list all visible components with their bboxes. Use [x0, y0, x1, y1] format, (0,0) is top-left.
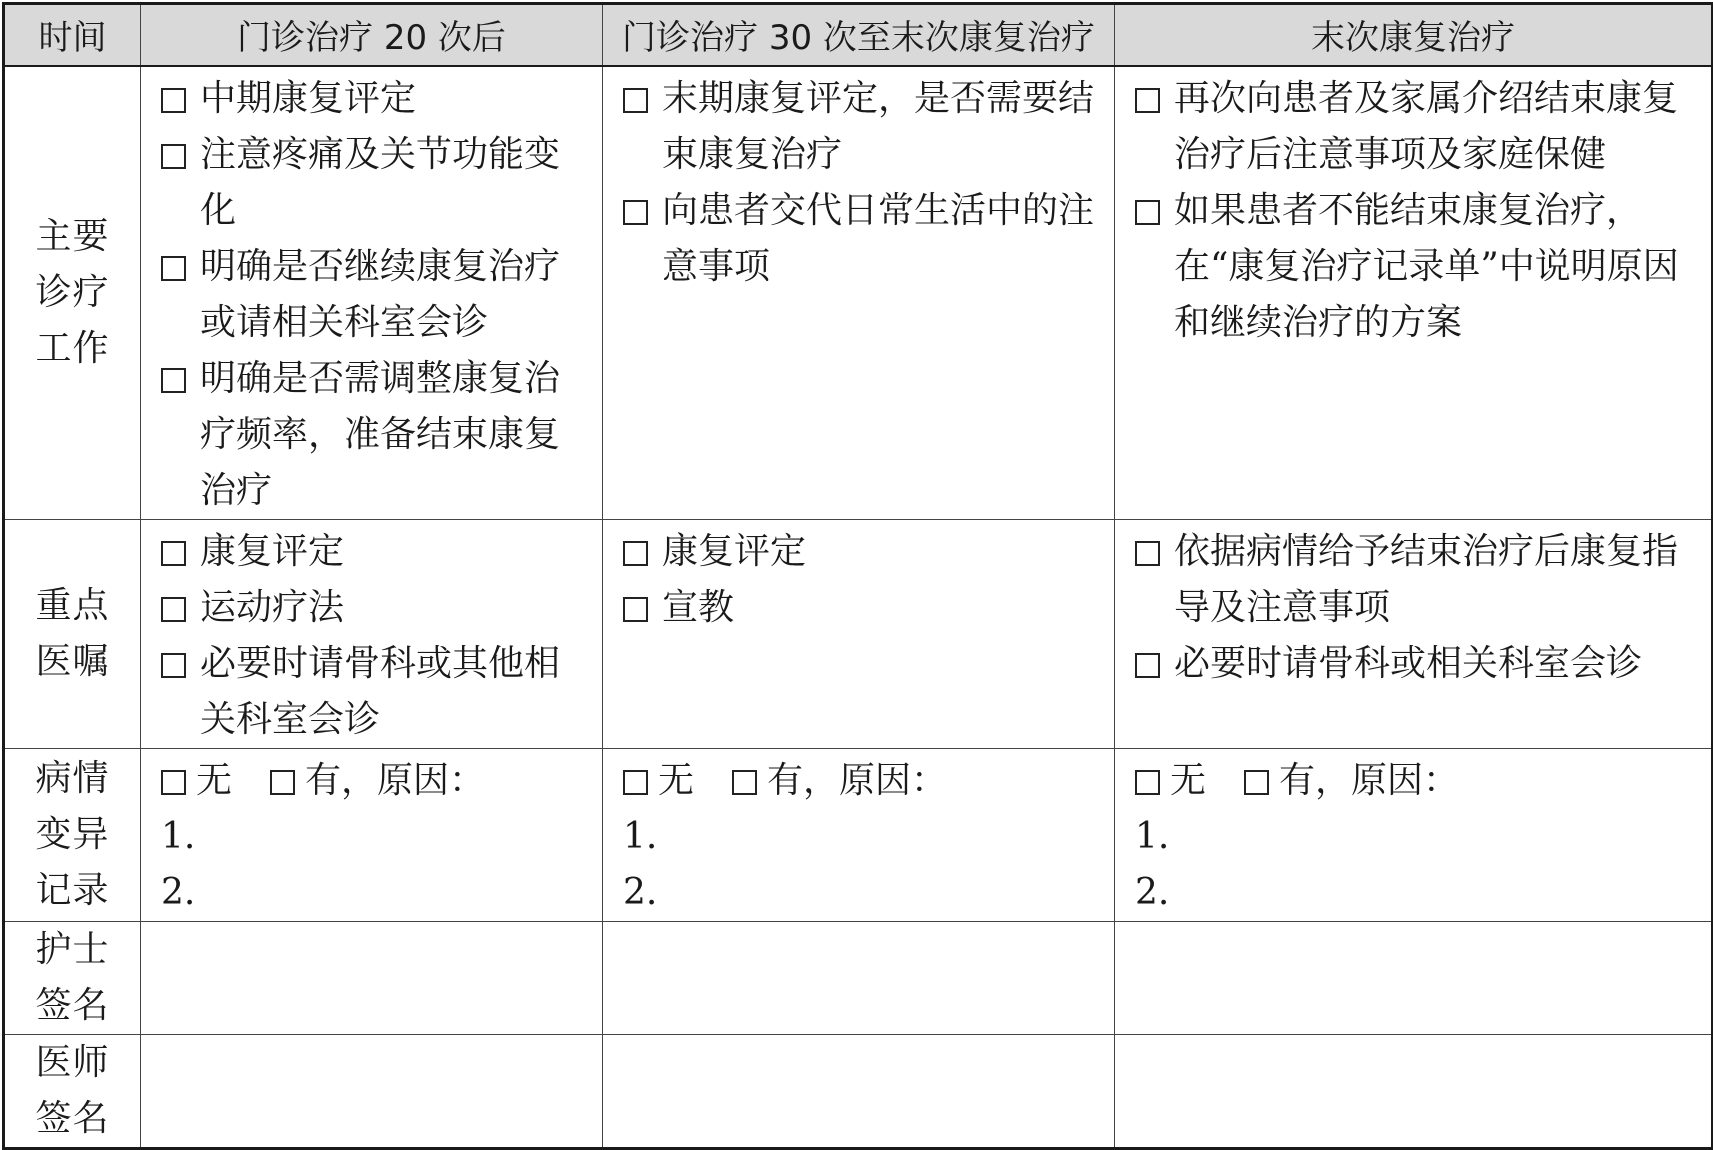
row-main-work	[4, 66, 1713, 520]
checkbox[interactable]	[161, 144, 186, 169]
checklist-item-text: 康复评定	[200, 530, 345, 572]
checklist-item-text: 宣教	[662, 586, 735, 628]
row-label-key-orders	[4, 519, 141, 748]
variance-has-option[interactable]	[732, 760, 947, 801]
row-key-orders	[4, 519, 1713, 748]
variance-none-label: 无	[658, 759, 695, 801]
checklist	[623, 524, 1102, 636]
checkbox[interactable]	[623, 88, 648, 113]
variance-has-option[interactable]	[1244, 760, 1459, 801]
cell-variance-col1	[141, 748, 603, 921]
variance-none-option[interactable]	[1135, 760, 1206, 801]
row-label-nurse-signature-text	[35, 929, 109, 1026]
checklist-item	[161, 524, 590, 580]
checkbox[interactable]	[270, 770, 295, 795]
checkbox[interactable]	[623, 541, 648, 566]
checklist-item	[623, 524, 1102, 580]
cell-key-orders-col3	[1115, 519, 1713, 748]
checklist-item	[161, 580, 590, 636]
header-time: 时间	[4, 4, 141, 66]
cell-main-work-col3	[1115, 66, 1713, 520]
checklist-item-text: 康复评定	[662, 530, 807, 572]
variance-reason-line[interactable]: 2.	[161, 871, 196, 913]
checklist-item-text: 运动疗法	[200, 586, 345, 628]
variance-none-option[interactable]	[161, 760, 232, 801]
row-label-main-work-text	[35, 216, 109, 369]
checklist	[1135, 524, 1699, 692]
checklist	[161, 524, 590, 748]
variance-has-label: 有，原因：	[1279, 759, 1460, 801]
checklist-item	[1135, 524, 1699, 636]
row-label-doctor-signature	[4, 1034, 141, 1148]
checkbox[interactable]	[1135, 541, 1160, 566]
cell-main-work-col1	[141, 66, 603, 520]
checklist-item-text: 中期康复评定	[200, 77, 417, 119]
cell-main-work-col2	[603, 66, 1115, 520]
checkbox[interactable]	[161, 88, 186, 113]
row-label-line: 签名	[35, 1097, 110, 1139]
checkbox[interactable]	[732, 770, 757, 795]
checkbox[interactable]	[1244, 770, 1269, 795]
nurse-signature-field-col3[interactable]	[1115, 921, 1713, 1034]
checklist-item-text: 末期康复评定，是否需要结束康复治疗	[662, 77, 1095, 175]
checkbox[interactable]	[161, 653, 186, 678]
row-label-key-orders-text	[35, 585, 109, 682]
row-label-nurse-signature	[4, 921, 141, 1034]
checkbox[interactable]	[623, 200, 648, 225]
cell-key-orders-col2	[603, 519, 1115, 748]
row-doctor-signature	[4, 1034, 1713, 1148]
variance-none-label: 无	[1170, 759, 1207, 801]
checkbox[interactable]	[161, 597, 186, 622]
checklist-item-text: 明确是否需调整康复治疗频率，准备结束康复治疗	[200, 357, 561, 511]
checklist-item-text: 再次向患者及家属介绍结束康复治疗后注意事项及家庭保健	[1174, 77, 1679, 175]
checklist	[1135, 71, 1699, 351]
variance-reason-line[interactable]: 1.	[623, 815, 658, 857]
checklist	[623, 71, 1102, 295]
checklist-item	[623, 183, 1102, 295]
checklist-item-text: 向患者交代日常生活中的注意事项	[662, 189, 1095, 287]
variance-options	[1135, 753, 1699, 809]
variance-has-label: 有，原因：	[767, 759, 948, 801]
checklist-item-text: 必要时请骨科或其他相关科室会诊	[200, 642, 561, 740]
row-label-line: 工作	[35, 327, 110, 369]
variance-options	[161, 753, 590, 809]
row-label-line: 护士	[35, 928, 110, 970]
checkbox[interactable]	[161, 541, 186, 566]
checklist-item	[161, 351, 590, 519]
row-label-variance-text	[35, 758, 109, 911]
checkbox[interactable]	[623, 770, 648, 795]
header-last-session: 末次康复治疗	[1115, 4, 1713, 66]
checklist-item	[161, 127, 590, 239]
variance-reason-line[interactable]: 2.	[1135, 871, 1170, 913]
variance-has-label: 有，原因：	[305, 759, 486, 801]
row-label-main-work	[4, 66, 141, 520]
nurse-signature-field-col2[interactable]	[603, 921, 1115, 1034]
checkbox[interactable]	[1135, 653, 1160, 678]
row-label-doctor-signature-text	[35, 1042, 109, 1139]
doctor-signature-field-col2[interactable]	[603, 1034, 1115, 1148]
checklist-item-text: 注意疼痛及关节功能变化	[200, 133, 561, 231]
checkbox[interactable]	[1135, 200, 1160, 225]
row-label-variance	[4, 748, 141, 921]
checklist-item	[1135, 183, 1699, 351]
row-label-line: 重点	[35, 584, 110, 626]
row-variance	[4, 748, 1713, 921]
row-label-line: 病情	[35, 757, 110, 799]
checkbox[interactable]	[161, 256, 186, 281]
variance-reason-line[interactable]: 2.	[623, 871, 658, 913]
cell-variance-col2	[603, 748, 1115, 921]
clinical-pathway-table	[2, 2, 1713, 1150]
checklist-item	[623, 580, 1102, 636]
checklist-item-text: 依据病情给予结束治疗后康复指导及注意事项	[1174, 530, 1679, 628]
row-label-line: 诊疗	[35, 271, 110, 313]
checkbox[interactable]	[161, 368, 186, 393]
row-label-line: 医师	[35, 1041, 110, 1083]
row-label-line: 记录	[35, 869, 110, 911]
variance-none-option[interactable]	[623, 760, 694, 801]
nurse-signature-field-col1[interactable]	[141, 921, 603, 1034]
variance-options	[623, 753, 1102, 809]
row-label-line: 变异	[35, 813, 110, 855]
row-label-line: 主要	[35, 215, 110, 257]
cell-key-orders-col1	[141, 519, 603, 748]
variance-reason-line[interactable]: 1.	[1135, 815, 1170, 857]
checklist-item-text: 必要时请骨科或相关科室会诊	[1174, 642, 1643, 684]
checklist	[161, 71, 590, 519]
row-label-line: 签名	[35, 984, 110, 1026]
header-after-20-sessions: 门诊治疗 20 次后	[141, 4, 603, 66]
variance-reason-line[interactable]: 1.	[161, 815, 196, 857]
checklist-item-text: 如果患者不能结束康复治疗，在“康复治疗记录单”中说明原因和继续治疗的方案	[1174, 189, 1679, 343]
doctor-signature-field-col3[interactable]	[1115, 1034, 1713, 1148]
row-label-line: 医嘱	[35, 640, 110, 682]
doctor-signature-field-col1[interactable]	[141, 1034, 603, 1148]
checklist-item	[623, 71, 1102, 183]
checklist-item	[161, 239, 590, 351]
checklist-item	[1135, 71, 1699, 183]
variance-none-label: 无	[196, 759, 233, 801]
checklist-item	[161, 636, 590, 748]
header-30-sessions-to-last: 门诊治疗 30 次至末次康复治疗	[603, 4, 1115, 66]
variance-has-option[interactable]	[270, 760, 485, 801]
checkbox[interactable]	[1135, 770, 1160, 795]
checklist-item	[1135, 636, 1699, 692]
checkbox[interactable]	[623, 597, 648, 622]
row-nurse-signature	[4, 921, 1713, 1034]
cell-variance-col3	[1115, 748, 1713, 921]
checkbox[interactable]	[1135, 88, 1160, 113]
checklist-item	[161, 71, 590, 127]
checklist-item-text: 明确是否继续康复治疗或请相关科室会诊	[200, 245, 561, 343]
header-row	[4, 4, 1713, 66]
checkbox[interactable]	[161, 770, 186, 795]
